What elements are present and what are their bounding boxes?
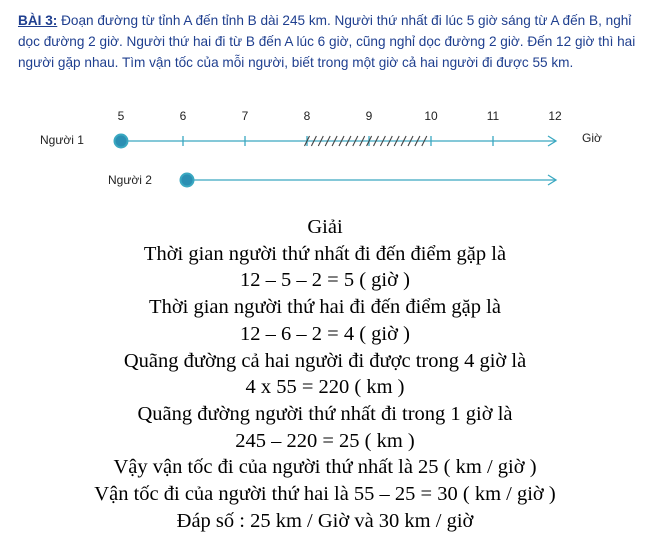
- hour-label: 11: [486, 109, 500, 123]
- axis-unit-label: Giờ: [582, 131, 602, 145]
- hour-labels: [118, 109, 562, 123]
- problem-statement: [18, 10, 638, 73]
- hour-label: 8: [303, 109, 311, 123]
- hour-label: 7: [241, 109, 249, 123]
- solution-line: 245 – 220 = 25 ( km ): [235, 429, 415, 452]
- solution-line: Vận tốc đi của người thứ hai là 55 – 25 = 30 ( km / giờ ): [94, 483, 556, 506]
- solution-line: Quãng đường cả hai người đi được trong 4 giờ là: [123, 349, 527, 372]
- problem-text: Đoạn đường từ tỉnh A đến tỉnh B dài 245 km. Người thứ nhất đi lúc 5 giờ sáng từ A đến B, nghỉ dọc đường 2 giờ. Người thứ hai đi từ B đến A lúc 6 giờ, cũng nghỉ dọc đường 2 giờ. Đến 12 giờ thì hai người gặp nhau. Tìm vận tốc của mỗi người, biết trong một giờ cả hai người đi được 55 km.: [18, 13, 636, 70]
- solution-answer: Đáp số : 25 km / Giờ và 30 km / giờ: [176, 509, 474, 532]
- solution-line: 12 – 6 – 2 = 4 ( giờ ): [240, 322, 410, 345]
- solution-line: 12 – 5 – 2 = 5 ( giờ ): [240, 269, 410, 292]
- solution-line: Vậy vận tốc đi của người thứ nhất là 25 ( km / giờ ): [113, 456, 537, 479]
- solution-line: Thời gian người thứ hai đi đến điểm gặp là: [149, 296, 501, 319]
- person1-start-dot: [115, 135, 128, 148]
- hour-label: 10: [424, 109, 438, 123]
- solution-line: Quãng đường người thứ nhất đi trong 1 giờ là: [137, 402, 513, 425]
- timeline-diagram: [0, 100, 650, 210]
- hour-label: 6: [179, 109, 187, 123]
- person1-label: Người 1: [40, 133, 84, 147]
- hour-label: 5: [117, 109, 125, 123]
- person2-start-dot: [181, 174, 194, 187]
- person2-label: Người 2: [108, 173, 152, 187]
- solution-line: 4 x 55 = 220 ( km ): [245, 376, 405, 399]
- solution-line: Thời gian người thứ nhất đi đến điểm gặp là: [143, 242, 507, 265]
- solution: [0, 214, 650, 534]
- solution-heading: Giải: [307, 216, 343, 238]
- problem-label: BÀI 3:: [18, 13, 58, 28]
- hour-label: 12: [548, 109, 562, 123]
- hour-label: 9: [365, 109, 373, 123]
